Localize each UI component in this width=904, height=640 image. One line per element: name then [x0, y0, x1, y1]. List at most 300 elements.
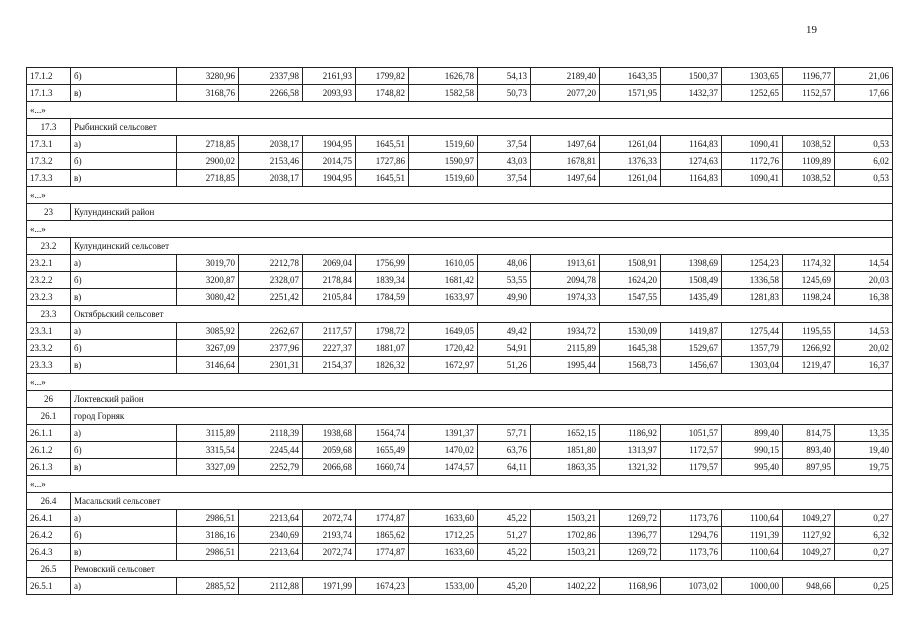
row-code: 23.2.3 [27, 289, 71, 306]
row-code: 23.3.2 [27, 340, 71, 357]
value-cell: 48,06 [478, 255, 531, 272]
row-code: 17.3.3 [27, 170, 71, 187]
value-cell: 1294,76 [661, 527, 722, 544]
value-cell: 2377,96 [239, 340, 303, 357]
value-cell: 2072,74 [303, 544, 356, 561]
row-label: в) [71, 289, 177, 306]
section-row [27, 561, 893, 578]
value-cell: 814,75 [783, 425, 835, 442]
value-cell: 1174,32 [783, 255, 835, 272]
value-cell: 948,66 [783, 578, 835, 595]
value-cell: 17,66 [835, 85, 893, 102]
value-cell: 1678,81 [531, 153, 600, 170]
value-cell: 1645,51 [356, 170, 409, 187]
row-code: 17.3.1 [27, 136, 71, 153]
value-cell: 2178,84 [303, 272, 356, 289]
value-cell: 3146,64 [177, 357, 239, 374]
value-cell: 2718,85 [177, 136, 239, 153]
value-cell: 43,03 [478, 153, 531, 170]
value-cell: 1672,97 [409, 357, 478, 374]
value-cell: 990,15 [722, 442, 783, 459]
value-cell: 2072,74 [303, 510, 356, 527]
value-cell: 1321,32 [600, 459, 661, 476]
value-cell: 1261,04 [600, 136, 661, 153]
table-row [27, 85, 893, 102]
value-cell: 1269,72 [600, 544, 661, 561]
value-cell: 1633,60 [409, 510, 478, 527]
value-cell: 1435,49 [661, 289, 722, 306]
row-label: а) [71, 255, 177, 272]
value-cell: 16,38 [835, 289, 893, 306]
value-cell: 19,75 [835, 459, 893, 476]
value-cell: 2066,68 [303, 459, 356, 476]
section-code: 26.5 [27, 561, 71, 578]
section-code: 23.3 [27, 306, 71, 323]
value-cell: 2252,79 [239, 459, 303, 476]
section-title: Рыбинский сельсовет [71, 119, 893, 136]
value-cell: 2038,17 [239, 136, 303, 153]
table-row [27, 510, 893, 527]
value-cell: 1100,64 [722, 544, 783, 561]
value-cell: 1529,67 [661, 340, 722, 357]
value-cell: 20,03 [835, 272, 893, 289]
section-code: 23.2 [27, 238, 71, 255]
value-cell: 1168,96 [600, 578, 661, 595]
value-cell: 2885,52 [177, 578, 239, 595]
value-cell: 1090,41 [722, 136, 783, 153]
value-cell: 1881,07 [356, 340, 409, 357]
value-cell: 63,76 [478, 442, 531, 459]
value-cell: 2986,51 [177, 510, 239, 527]
row-code: 23.3.3 [27, 357, 71, 374]
value-cell: 0,27 [835, 510, 893, 527]
value-cell: 1254,23 [722, 255, 783, 272]
value-cell: 1274,63 [661, 153, 722, 170]
value-cell: 64,11 [478, 459, 531, 476]
row-label: в) [71, 85, 177, 102]
value-cell: 2117,57 [303, 323, 356, 340]
value-cell: 1655,49 [356, 442, 409, 459]
value-cell: 1643,35 [600, 68, 661, 85]
value-cell: 1474,57 [409, 459, 478, 476]
value-cell: 6,32 [835, 527, 893, 544]
row-code: 17.3.2 [27, 153, 71, 170]
value-cell: 3019,70 [177, 255, 239, 272]
value-cell: 1660,74 [356, 459, 409, 476]
value-cell: 1720,42 [409, 340, 478, 357]
table-row [27, 578, 893, 595]
table-row [27, 425, 893, 442]
value-cell: 1196,77 [783, 68, 835, 85]
value-cell: 1590,97 [409, 153, 478, 170]
table-row [27, 357, 893, 374]
value-cell: 1851,80 [531, 442, 600, 459]
table-row [27, 68, 893, 85]
value-cell: 1533,00 [409, 578, 478, 595]
value-cell: 3168,76 [177, 85, 239, 102]
table-row [27, 459, 893, 476]
value-cell: 1626,78 [409, 68, 478, 85]
value-cell: 995,40 [722, 459, 783, 476]
value-cell: 1398,69 [661, 255, 722, 272]
value-cell: 1186,92 [600, 425, 661, 442]
value-cell: 1376,33 [600, 153, 661, 170]
value-cell: 1564,74 [356, 425, 409, 442]
ellipsis-text: «...» [27, 187, 893, 204]
ellipsis-text: «...» [27, 374, 893, 391]
value-cell: 53,55 [478, 272, 531, 289]
value-cell: 1396,77 [600, 527, 661, 544]
value-cell: 2262,67 [239, 323, 303, 340]
row-label: а) [71, 323, 177, 340]
value-cell: 3267,09 [177, 340, 239, 357]
value-cell: 2077,20 [531, 85, 600, 102]
value-cell: 1313,97 [600, 442, 661, 459]
page-number: 19 [806, 24, 817, 36]
value-cell: 1500,37 [661, 68, 722, 85]
value-cell: 2094,78 [531, 272, 600, 289]
section-row [27, 391, 893, 408]
value-cell: 1100,64 [722, 510, 783, 527]
value-cell: 2014,75 [303, 153, 356, 170]
value-cell: 1774,87 [356, 544, 409, 561]
value-cell: 50,73 [478, 85, 531, 102]
row-label: в) [71, 357, 177, 374]
value-cell: 2118,39 [239, 425, 303, 442]
row-label: а) [71, 425, 177, 442]
row-label: б) [71, 68, 177, 85]
section-row [27, 119, 893, 136]
value-cell: 1432,37 [661, 85, 722, 102]
value-cell: 1727,86 [356, 153, 409, 170]
value-cell: 1645,38 [600, 340, 661, 357]
value-cell: 1090,41 [722, 170, 783, 187]
row-label: б) [71, 442, 177, 459]
table-row [27, 289, 893, 306]
value-cell: 2069,04 [303, 255, 356, 272]
value-cell: 1127,92 [783, 527, 835, 544]
value-cell: 1571,95 [600, 85, 661, 102]
value-cell: 1456,67 [661, 357, 722, 374]
value-cell: 1826,32 [356, 357, 409, 374]
value-cell: 3186,16 [177, 527, 239, 544]
value-cell: 1712,25 [409, 527, 478, 544]
value-cell: 2718,85 [177, 170, 239, 187]
section-code: 26.1 [27, 408, 71, 425]
value-cell: 1756,99 [356, 255, 409, 272]
row-label: а) [71, 510, 177, 527]
section-title: город Горняк [71, 408, 893, 425]
value-cell: 1303,65 [722, 68, 783, 85]
value-cell: 1269,72 [600, 510, 661, 527]
row-code: 23.2.2 [27, 272, 71, 289]
row-label: б) [71, 272, 177, 289]
value-cell: 1974,33 [531, 289, 600, 306]
table-row [27, 153, 893, 170]
section-title: Кулундинский район [71, 204, 893, 221]
value-cell: 45,20 [478, 578, 531, 595]
section-title: Кулундинский сельсовет [71, 238, 893, 255]
row-code: 26.1.3 [27, 459, 71, 476]
value-cell: 1497,64 [531, 136, 600, 153]
value-cell: 1519,60 [409, 136, 478, 153]
value-cell: 1508,49 [661, 272, 722, 289]
value-cell: 2059,68 [303, 442, 356, 459]
value-cell: 3085,92 [177, 323, 239, 340]
value-cell: 2213,64 [239, 510, 303, 527]
row-label: в) [71, 170, 177, 187]
row-code: 23.3.1 [27, 323, 71, 340]
value-cell: 1624,20 [600, 272, 661, 289]
value-cell: 1000,00 [722, 578, 783, 595]
row-label: б) [71, 153, 177, 170]
ellipsis-text: «...» [27, 476, 893, 493]
row-label: б) [71, 340, 177, 357]
value-cell: 1702,86 [531, 527, 600, 544]
value-cell: 1799,82 [356, 68, 409, 85]
value-cell: 1904,95 [303, 136, 356, 153]
value-cell: 1195,55 [783, 323, 835, 340]
value-cell: 2337,98 [239, 68, 303, 85]
value-cell: 49,42 [478, 323, 531, 340]
value-cell: 2301,31 [239, 357, 303, 374]
value-cell: 51,26 [478, 357, 531, 374]
table-row [27, 442, 893, 459]
value-cell: 51,27 [478, 527, 531, 544]
section-code: 26 [27, 391, 71, 408]
value-cell: 1172,57 [661, 442, 722, 459]
section-row [27, 204, 893, 221]
value-cell: 2193,74 [303, 527, 356, 544]
value-cell: 21,06 [835, 68, 893, 85]
value-cell: 1971,99 [303, 578, 356, 595]
value-cell: 1281,83 [722, 289, 783, 306]
section-row [27, 306, 893, 323]
value-cell: 1503,21 [531, 544, 600, 561]
row-code: 26.4.3 [27, 544, 71, 561]
value-cell: 2986,51 [177, 544, 239, 561]
value-cell: 1419,87 [661, 323, 722, 340]
value-cell: 1164,83 [661, 136, 722, 153]
table-row [27, 323, 893, 340]
row-code: 17.1.3 [27, 85, 71, 102]
section-code: 26.4 [27, 493, 71, 510]
value-cell: 57,71 [478, 425, 531, 442]
value-cell: 1073,02 [661, 578, 722, 595]
value-cell: 1530,09 [600, 323, 661, 340]
value-cell: 1904,95 [303, 170, 356, 187]
value-cell: 1470,02 [409, 442, 478, 459]
value-cell: 14,54 [835, 255, 893, 272]
table-row [27, 340, 893, 357]
value-cell: 1582,58 [409, 85, 478, 102]
value-cell: 0,53 [835, 136, 893, 153]
value-cell: 3280,96 [177, 68, 239, 85]
value-cell: 54,13 [478, 68, 531, 85]
value-cell: 1198,24 [783, 289, 835, 306]
value-cell: 1674,23 [356, 578, 409, 595]
value-cell: 1051,57 [661, 425, 722, 442]
value-cell: 2340,69 [239, 527, 303, 544]
value-cell: 2154,37 [303, 357, 356, 374]
row-label: в) [71, 544, 177, 561]
table-row [27, 272, 893, 289]
value-cell: 2251,42 [239, 289, 303, 306]
value-cell: 1049,27 [783, 510, 835, 527]
value-cell: 20,02 [835, 340, 893, 357]
row-code: 26.4.1 [27, 510, 71, 527]
value-cell: 1173,76 [661, 510, 722, 527]
value-cell: 1503,21 [531, 510, 600, 527]
value-cell: 2115,89 [531, 340, 600, 357]
value-cell: 1164,83 [661, 170, 722, 187]
ellipsis-row [27, 187, 893, 204]
value-cell: 1633,60 [409, 544, 478, 561]
value-cell: 1652,15 [531, 425, 600, 442]
value-cell: 2227,37 [303, 340, 356, 357]
value-cell: 1508,91 [600, 255, 661, 272]
value-cell: 19,40 [835, 442, 893, 459]
section-title: Октябрьский сельсовет [71, 306, 893, 323]
value-cell: 37,54 [478, 136, 531, 153]
value-cell: 1863,35 [531, 459, 600, 476]
value-cell: 16,37 [835, 357, 893, 374]
section-title: Локтевский район [71, 391, 893, 408]
value-cell: 6,02 [835, 153, 893, 170]
value-cell: 1798,72 [356, 323, 409, 340]
row-code: 23.2.1 [27, 255, 71, 272]
table-row [27, 527, 893, 544]
row-code: 26.1.1 [27, 425, 71, 442]
section-title: Масальский сельсовет [71, 493, 893, 510]
value-cell: 1865,62 [356, 527, 409, 544]
value-cell: 3080,42 [177, 289, 239, 306]
section-code: 23 [27, 204, 71, 221]
ellipsis-row [27, 476, 893, 493]
value-cell: 54,91 [478, 340, 531, 357]
ellipsis-row [27, 374, 893, 391]
value-cell: 1219,47 [783, 357, 835, 374]
ellipsis-text: «...» [27, 102, 893, 119]
table-body [27, 68, 893, 595]
ellipsis-row [27, 221, 893, 238]
value-cell: 2213,64 [239, 544, 303, 561]
value-cell: 1649,05 [409, 323, 478, 340]
row-code: 26.4.2 [27, 527, 71, 544]
value-cell: 1839,34 [356, 272, 409, 289]
value-cell: 1610,05 [409, 255, 478, 272]
value-cell: 1109,89 [783, 153, 835, 170]
value-cell: 2245,44 [239, 442, 303, 459]
value-cell: 49,90 [478, 289, 531, 306]
value-cell: 1784,59 [356, 289, 409, 306]
value-cell: 2161,93 [303, 68, 356, 85]
value-cell: 1303,04 [722, 357, 783, 374]
section-title: Ремовский сельсовет [71, 561, 893, 578]
value-cell: 1645,51 [356, 136, 409, 153]
value-cell: 2105,84 [303, 289, 356, 306]
value-cell: 1402,22 [531, 578, 600, 595]
value-cell: 899,40 [722, 425, 783, 442]
value-cell: 3200,87 [177, 272, 239, 289]
row-code: 26.1.2 [27, 442, 71, 459]
value-cell: 2153,46 [239, 153, 303, 170]
value-cell: 1633,97 [409, 289, 478, 306]
row-label: в) [71, 459, 177, 476]
value-cell: 2266,58 [239, 85, 303, 102]
value-cell: 2093,93 [303, 85, 356, 102]
value-cell: 2328,07 [239, 272, 303, 289]
value-cell: 1748,82 [356, 85, 409, 102]
value-cell: 2038,17 [239, 170, 303, 187]
section-row [27, 493, 893, 510]
value-cell: 893,40 [783, 442, 835, 459]
value-cell: 1172,76 [722, 153, 783, 170]
value-cell: 45,22 [478, 544, 531, 561]
value-cell: 1049,27 [783, 544, 835, 561]
value-cell: 1547,55 [600, 289, 661, 306]
value-cell: 1152,57 [783, 85, 835, 102]
section-row [27, 408, 893, 425]
value-cell: 0,27 [835, 544, 893, 561]
value-cell: 1179,57 [661, 459, 722, 476]
value-cell: 897,95 [783, 459, 835, 476]
value-cell: 2212,78 [239, 255, 303, 272]
value-cell: 1913,61 [531, 255, 600, 272]
row-label: а) [71, 136, 177, 153]
value-cell: 1497,64 [531, 170, 600, 187]
value-cell: 1038,52 [783, 136, 835, 153]
table-row [27, 136, 893, 153]
section-code: 17.3 [27, 119, 71, 136]
value-cell: 1519,60 [409, 170, 478, 187]
value-cell: 13,35 [835, 425, 893, 442]
value-cell: 3315,54 [177, 442, 239, 459]
value-cell: 1336,58 [722, 272, 783, 289]
value-cell: 1266,92 [783, 340, 835, 357]
value-cell: 45,22 [478, 510, 531, 527]
value-cell: 1934,72 [531, 323, 600, 340]
value-cell: 1568,73 [600, 357, 661, 374]
table-row [27, 544, 893, 561]
value-cell: 3327,09 [177, 459, 239, 476]
value-cell: 1252,65 [722, 85, 783, 102]
value-cell: 1391,37 [409, 425, 478, 442]
table-row [27, 170, 893, 187]
tariff-table [26, 67, 893, 595]
row-code: 26.5.1 [27, 578, 71, 595]
value-cell: 1938,68 [303, 425, 356, 442]
value-cell: 1038,52 [783, 170, 835, 187]
value-cell: 1261,04 [600, 170, 661, 187]
value-cell: 2189,40 [531, 68, 600, 85]
value-cell: 1191,39 [722, 527, 783, 544]
value-cell: 1245,69 [783, 272, 835, 289]
section-row [27, 238, 893, 255]
value-cell: 2112,88 [239, 578, 303, 595]
value-cell: 1357,79 [722, 340, 783, 357]
row-label: б) [71, 527, 177, 544]
value-cell: 37,54 [478, 170, 531, 187]
ellipsis-row [27, 102, 893, 119]
value-cell: 1774,87 [356, 510, 409, 527]
value-cell: 3115,89 [177, 425, 239, 442]
value-cell: 2900,02 [177, 153, 239, 170]
row-code: 17.1.2 [27, 68, 71, 85]
value-cell: 1275,44 [722, 323, 783, 340]
value-cell: 1995,44 [531, 357, 600, 374]
ellipsis-text: «...» [27, 221, 893, 238]
